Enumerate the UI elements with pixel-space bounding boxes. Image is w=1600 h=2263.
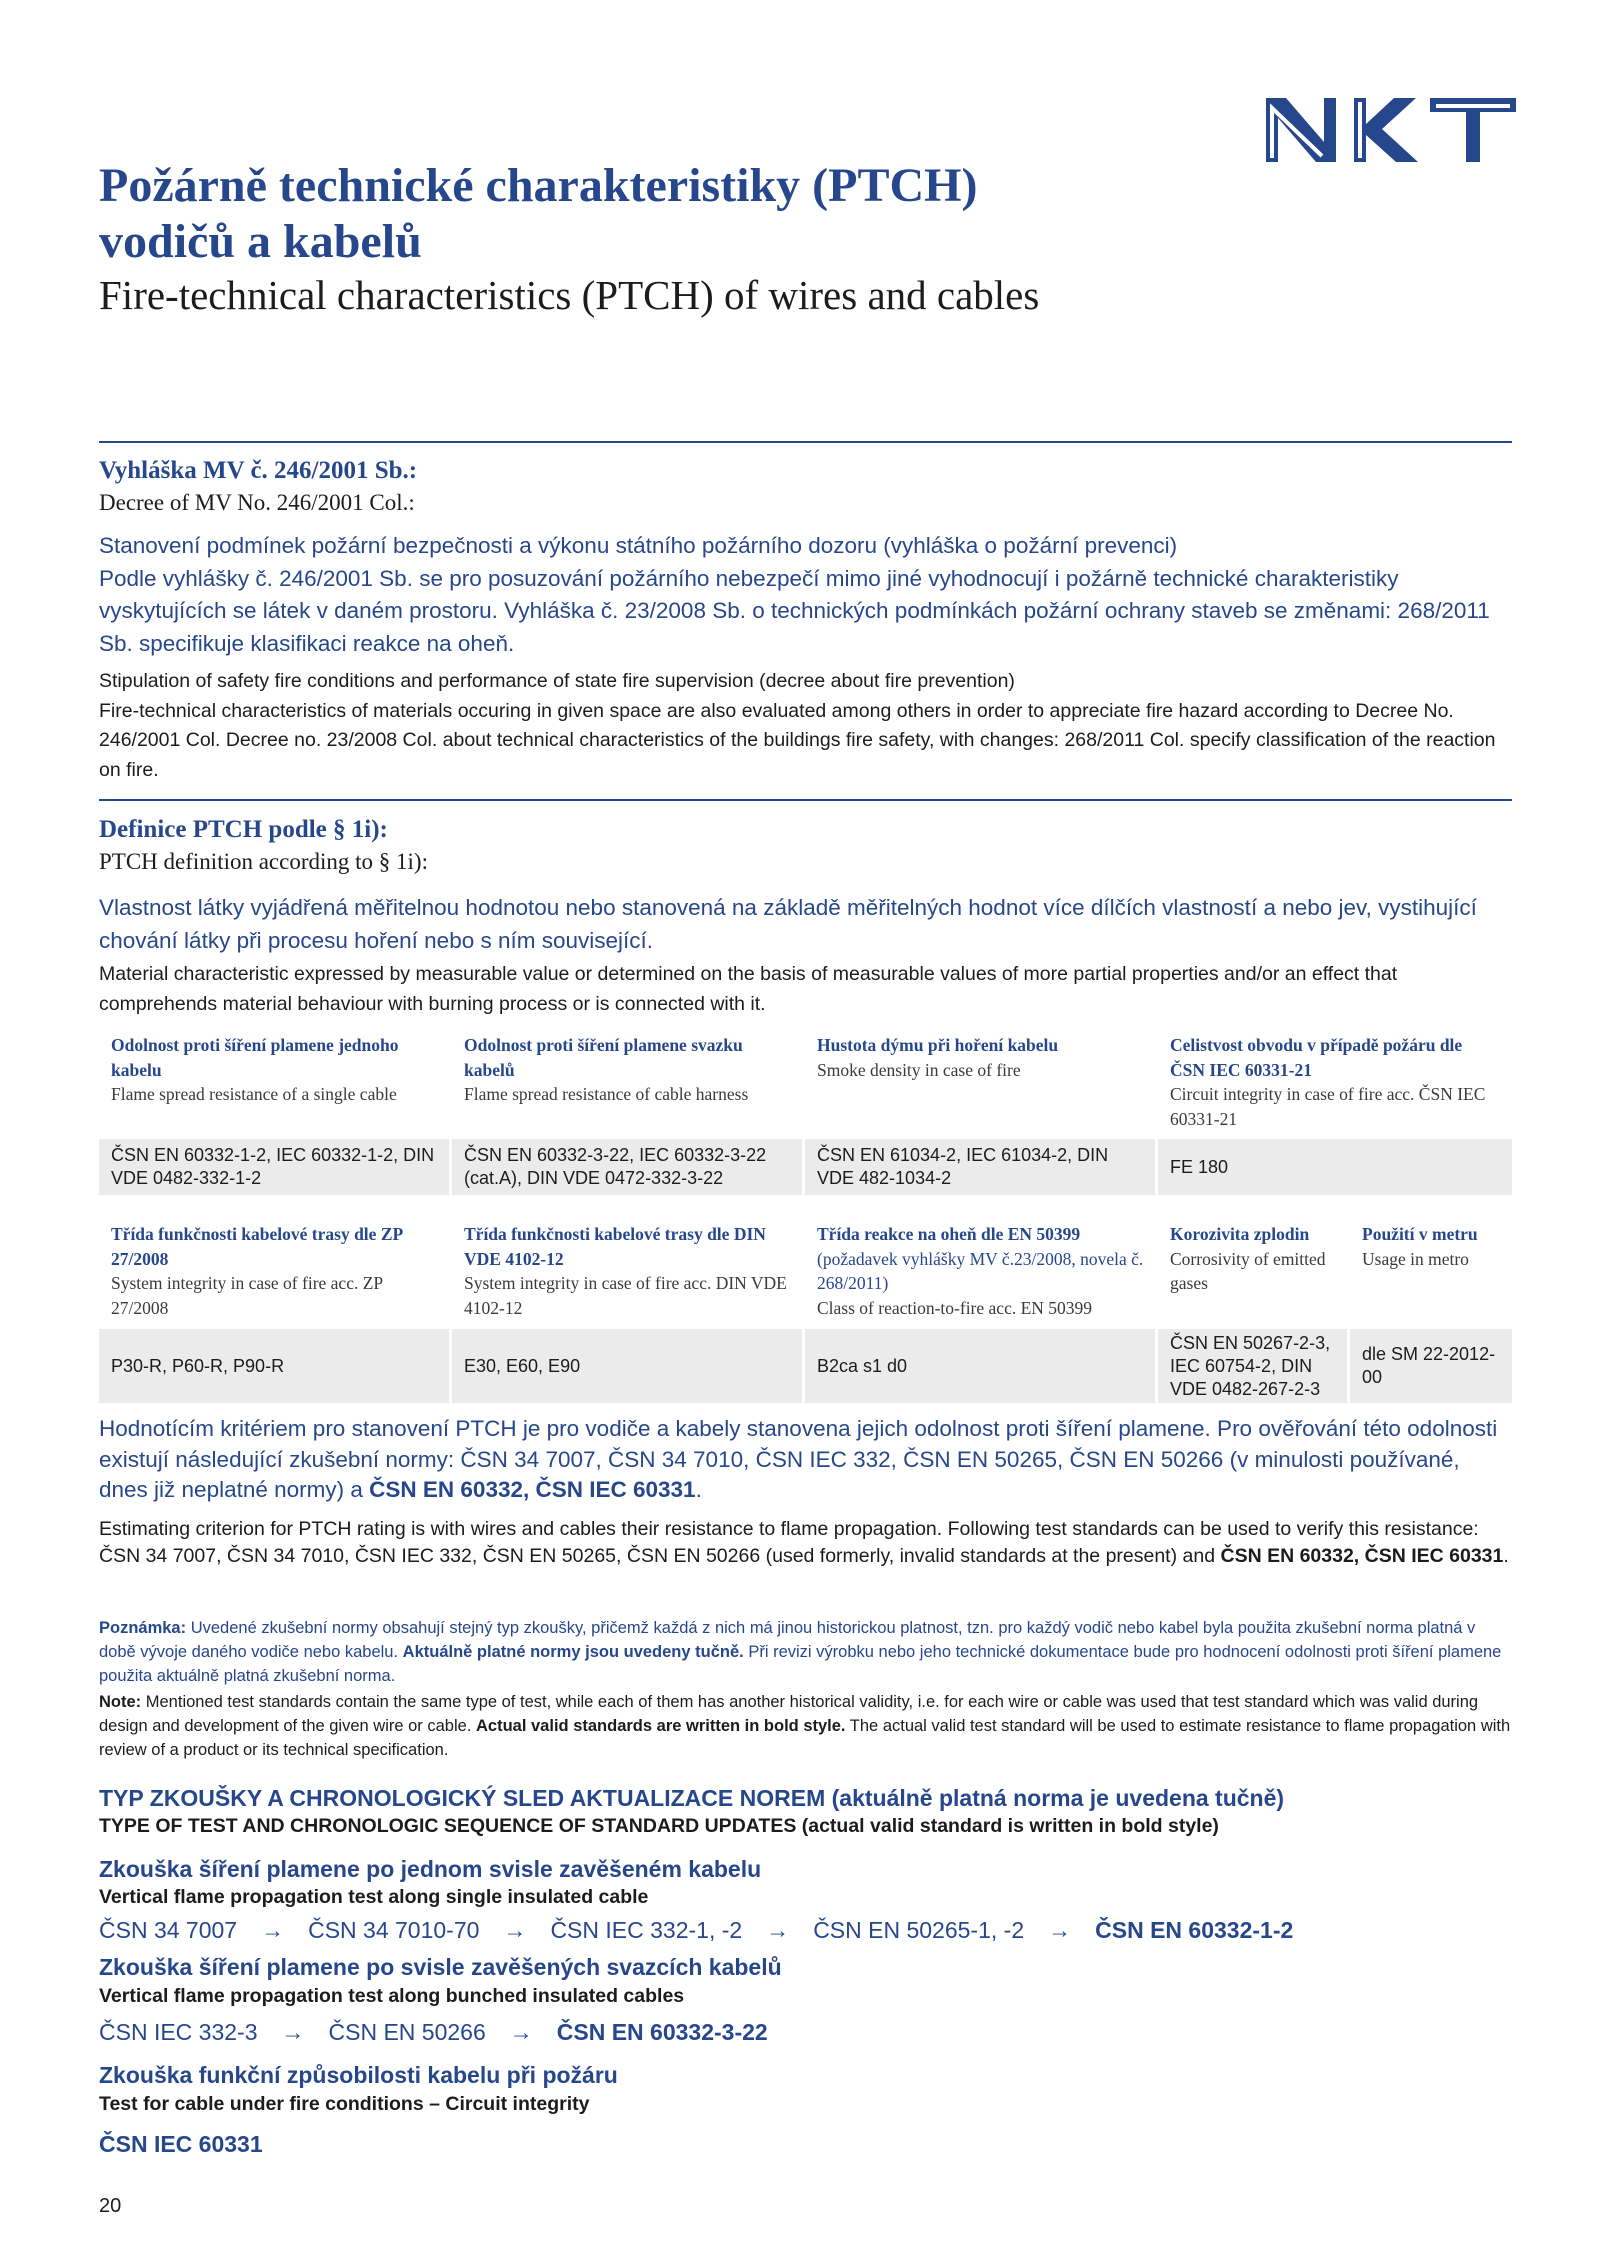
- header-cz: Odolnost proti šíření plamene svazku kabelů: [464, 1035, 743, 1080]
- test-heading-cz: Zkouška šíření plamene po jednom svisle zavěšeném kabelu: [99, 1856, 762, 1882]
- decree-text-cz: [99, 530, 1512, 660]
- header-cz: Hustota dýmu při hoření kabelu: [817, 1035, 1059, 1055]
- evaluation-cz-plain: Hodnotícím kritériem pro stanovení PTCH je pro vodiče a kabely stanovena jejich odolnost proti šíření plamene. Pro ověřování této odolnosti existují následující zkušební normy: ČSN 34 7007, ČSN 34 7010, ČSN IEC 332, ČSN EN 50265, ČSN EN 50266 (v minulosti používané, dnes již neplatné normy) a: [99, 1416, 1498, 1502]
- standard-item: ČSN 34 7010-70: [308, 1917, 480, 1943]
- note-cz: [99, 1616, 1512, 1688]
- sequence-heading-en: TYPE OF TEST AND CHRONOLOGIC SEQUENCE OF STANDARD UPDATES (actual valid standard is written in bold style): [99, 1815, 1219, 1837]
- evaluation-cz-bold: ČSN EN 60332, ČSN IEC 60331: [369, 1477, 696, 1502]
- test-heading-cz: Zkouška funkční způsobilosti kabelu při požáru: [99, 2062, 618, 2088]
- standard-item: ČSN IEC 332-1, -2: [550, 1917, 743, 1943]
- note-cz-label: Poznámka:: [99, 1619, 187, 1637]
- note-cz-text: Uvedené zkušební normy obsahují stejný typ zkoušky, přičemž každá z nich má jinou historickou platnost, tzn. pro každý vodič nebo kabel byla použita zkušební norma platná v době vývoje daného vodiče nebo kabelu.: [99, 1619, 1476, 1661]
- header-en: Class of reaction-to-fire acc. EN 50399: [817, 1297, 1093, 1318]
- page-title: [99, 158, 1199, 270]
- header-en: Flame spread resistance of cable harness: [464, 1084, 749, 1104]
- standards-chain: [99, 2016, 768, 2048]
- evaluation-en-plain: Estimating criterion for PTCH rating is with wires and cables their resistance to flame propagation. Following test standards can be used to verify this resistance: ČSN 34 7007, ČSN 34 7010, ČSN IEC 332, ČSN EN 50265, ČSN EN 50266 (used formerly, invalid standards at the present) and: [99, 1518, 1479, 1567]
- test-heading-en: Vertical flame propagation test along bunched insulated cables: [99, 1985, 685, 2007]
- test-heading-cz: Zkouška šíření plamene po svisle zavěšených svazcích kabelů: [99, 1954, 782, 1980]
- standards-chain: [99, 1914, 1293, 1946]
- header-cz: Použití v metru: [1362, 1224, 1478, 1244]
- header-cz: Korozivita zplodin: [1170, 1224, 1310, 1244]
- table-header-cell: [805, 1222, 1158, 1320]
- table-header-cell: [1158, 1222, 1350, 1320]
- note-en: [99, 1690, 1512, 1762]
- header-cz-sub: (požadavek vyhlášky MV č.23/2008, novela č. 268/2011): [817, 1248, 1144, 1293]
- table-header-cell: [1158, 1033, 1512, 1131]
- arrow-icon: →: [509, 2019, 533, 2045]
- table-cell: E30, E60, E90: [452, 1329, 805, 1403]
- standard-item: ČSN IEC 332-3: [99, 2019, 258, 2045]
- table-header-cell: [99, 1033, 452, 1131]
- evaluation-text-en: [99, 1516, 1512, 1570]
- header-en: Smoke density in case of fire: [817, 1059, 1021, 1080]
- decree-text-en: [99, 667, 1512, 785]
- header-en: Flame spread resistance of a single cable: [111, 1084, 397, 1104]
- table-header-row: [99, 1222, 1512, 1320]
- header-cz: Třída funkčnosti kabelové trasy dle DIN VDE 4102-12: [464, 1224, 766, 1269]
- decree-cz-line: Stanovení podmínek požární bezpečnosti a výkonu státního požárního dozoru (vyhláška o požární prevenci): [99, 533, 1178, 558]
- header-en: Circuit integrity in case of fire acc. ČSN IEC 60331-21: [1170, 1084, 1486, 1129]
- decree-en-line: Stipulation of safety fire conditions and performance of state fire supervision (decree about fire prevention): [99, 670, 1015, 692]
- arrow-icon: →: [1048, 1917, 1072, 1943]
- current-standard: ČSN EN 60332-1-2: [1095, 1917, 1294, 1943]
- table-header-cell: [452, 1222, 805, 1320]
- test-heading-en: Vertical flame propagation test along single insulated cable: [99, 1886, 649, 1908]
- note-en-bold: Actual valid standards are written in bold style.: [476, 1717, 846, 1735]
- section-divider: [99, 799, 1512, 801]
- evaluation-text-cz: [99, 1414, 1512, 1506]
- table-header-cell: [805, 1033, 1158, 1131]
- title-cz-line2: vodičů a kabelů: [99, 215, 422, 268]
- table-row: [99, 1329, 1512, 1403]
- evaluation-en-end: .: [1503, 1545, 1509, 1567]
- arrow-icon: →: [503, 1917, 527, 1943]
- table-header-row: [99, 1033, 1512, 1131]
- evaluation-en-bold: ČSN EN 60332, ČSN IEC 60331: [1220, 1545, 1504, 1567]
- standard-item: ČSN EN 50266: [328, 2019, 486, 2045]
- table-cell: ČSN EN 61034-2, IEC 61034-2, DIN VDE 482-1034-2: [805, 1139, 1158, 1195]
- header-en: System integrity in case of fire acc. ZP 27/2008: [111, 1273, 383, 1318]
- header-cz: Třída funkčnosti kabelové trasy dle ZP 27/2008: [111, 1224, 403, 1269]
- arrow-icon: →: [261, 1917, 285, 1943]
- table-cell: dle SM 22-2012-00: [1362, 1344, 1496, 1387]
- note-en-label: Note:: [99, 1693, 142, 1711]
- definition-text-en: Material characteristic expressed by measurable value or determined on the basis of measurable values of more partial properties and/or an effect that comprehends material behaviour with burning process or is connected with it.: [99, 963, 1398, 1015]
- note-en-text: Mentioned test standards contain the same type of test, while each of them has another historical validity, i.e. for each wire or cable was used that test standard which was valid during design and development of the given wire or cable.: [99, 1693, 1479, 1735]
- decree-heading-cz: Vyhláška MV č. 246/2001 Sb.:: [99, 457, 418, 484]
- page-number: 20: [99, 2195, 122, 2217]
- current-standard: ČSN IEC 60331: [99, 2131, 263, 2157]
- sequence-heading-cz: TYP ZKOUŠKY A CHRONOLOGICKÝ SLED AKTUALIZACE NOREM (aktuálně platná norma je uvedena tučně): [99, 1785, 1285, 1811]
- test-heading-en: Test for cable under fire conditions – Circuit integrity: [99, 2093, 590, 2115]
- note-cz-text: Při revizi výrobku nebo jeho technické dokumentace bude pro hodnocení odolnosti proti šíření plamene použita aktuálně platná zkušební norma.: [99, 1643, 1502, 1685]
- table-cell: B2ca s1 d0: [805, 1329, 1158, 1403]
- table-cell: ČSN EN 60332-1-2, IEC 60332-1-2, DIN VDE 0482-332-1-2: [99, 1139, 452, 1195]
- decree-cz-line: Podle vyhlášky č. 246/2001 Sb. se pro posuzování požárního nebezpečí mimo jiné vyhodnocují i požárně technické charakteristiky vyskytujících se látek v daném prostoru. Vyhláška č. 23/2008 Sb. o technických podmínkách požární ochrany staveb se změnami: 268/2011 Sb. specifikuje klasifikaci reakce na oheň.: [99, 565, 1490, 656]
- header-cz: Odolnost proti šíření plamene jednoho kabelu: [111, 1035, 399, 1080]
- header-cz: Celistvost obvodu v případě požáru dle ČSN IEC 60331-21: [1170, 1035, 1463, 1080]
- table-cell: ČSN EN 50267-2-3, IEC 60754-2, DIN VDE 0482-267-2-3: [1158, 1329, 1350, 1403]
- table-cell: P30-R, P60-R, P90-R: [99, 1329, 452, 1403]
- standards-chain: [99, 2128, 263, 2160]
- header-en: Usage in metro: [1362, 1248, 1469, 1269]
- table-cell: FE 180: [1170, 1156, 1229, 1177]
- table-header-cell: [452, 1033, 805, 1131]
- table-header-cell: [99, 1222, 452, 1320]
- section-divider: [99, 441, 1512, 443]
- decree-heading-en: Decree of MV No. 246/2001 Col.:: [99, 490, 415, 515]
- page-subtitle: Fire-technical characteristics (PTCH) of wires and cables: [99, 272, 1040, 318]
- definition-heading-cz: Definice PTCH podle § 1i):: [99, 816, 388, 843]
- note-cz-bold: Aktuálně platné normy jsou uvedeny tučně.: [402, 1643, 744, 1661]
- header-en: System integrity in case of fire acc. DIN VDE 4102-12: [464, 1273, 787, 1318]
- header-cz: Třída reakce na oheň dle EN 50399: [817, 1224, 1081, 1244]
- definition-heading-en: PTCH definition according to § 1i):: [99, 849, 428, 874]
- evaluation-cz-end: .: [695, 1477, 702, 1502]
- standard-item: ČSN EN 50265-1, -2: [813, 1917, 1025, 1943]
- note-en-text: The actual valid test standard will be used to estimate resistance to flame propagation with review of a product or its technical specification.: [99, 1717, 1511, 1759]
- table-cell: ČSN EN 60332-3-22, IEC 60332-3-22 (cat.A), DIN VDE 0472-332-3-22: [452, 1139, 805, 1195]
- table-row: [99, 1139, 1512, 1195]
- standard-item: ČSN 34 7007: [99, 1917, 238, 1943]
- definition-text-cz: Vlastnost látky vyjádřená měřitelnou hodnotou nebo stanovená na základě měřitelných hodnot více dílčích vlastností a nebo jev, vystihující chování látky při procesu hoření nebo s ním související.: [99, 895, 1477, 953]
- header-en: Corrosivity of emitted gases: [1170, 1248, 1326, 1293]
- current-standard: ČSN EN 60332-3-22: [556, 2019, 768, 2045]
- arrow-icon: →: [281, 2019, 305, 2045]
- decree-en-line: Fire-technical characteristics of materials occuring in given space are also evaluated among others in order to appreciate fire hazard according to Decree No. 246/2001 Col. Decree no. 23/2008 Col. about technical characteristics of the buildings fire safety, with changes: 268/2011 Col. specify classification of the reaction on fire.: [99, 699, 1496, 781]
- table-header-cell: [1350, 1222, 1512, 1320]
- title-cz-line1: Požárně technické charakteristiky (PTCH): [99, 159, 978, 212]
- arrow-icon: →: [766, 1917, 790, 1943]
- nkt-logo: [1266, 98, 1516, 162]
